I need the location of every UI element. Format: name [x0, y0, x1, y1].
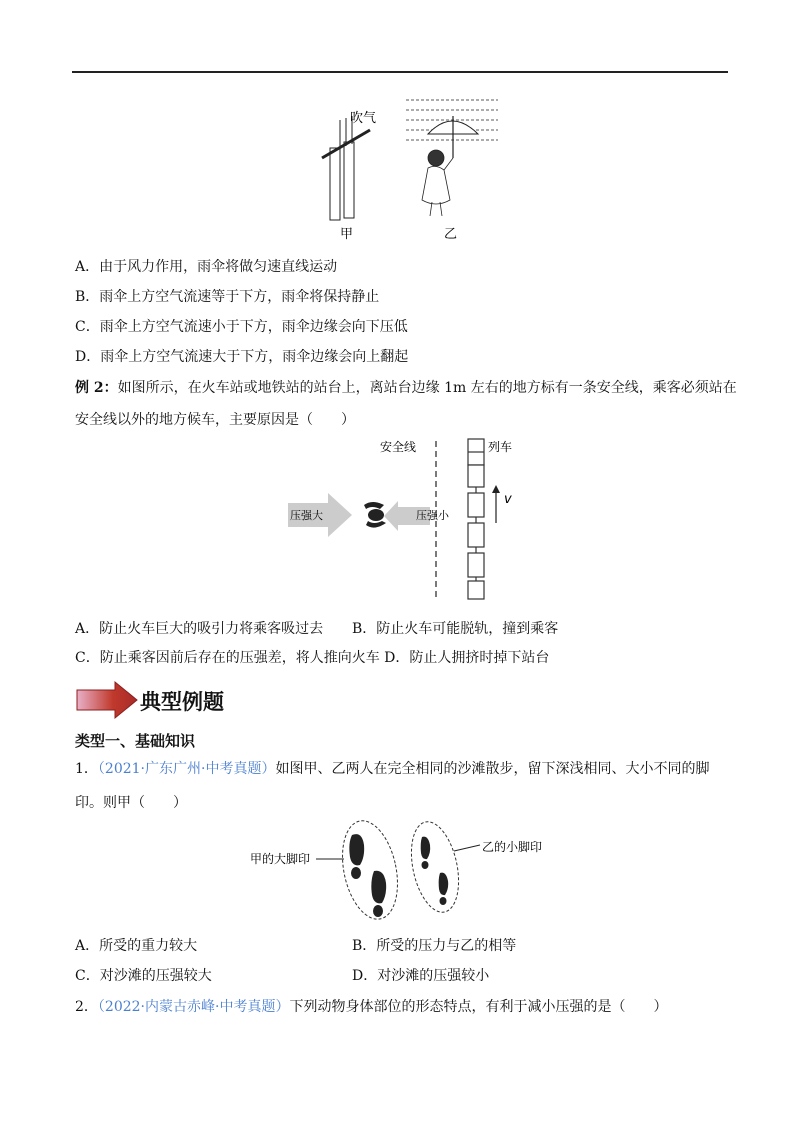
figure-footprints — [250, 815, 560, 923]
high-pressure-label: 压强大 — [290, 509, 323, 522]
umbrella-option-d: D．雨伞上方空气流速大于下方，雨伞边缘会向上翻起 — [75, 349, 409, 365]
q2-line — [75, 997, 667, 1017]
header-rule — [72, 71, 728, 73]
figure-safety-line — [280, 435, 540, 603]
passenger-figure — [364, 502, 386, 528]
figure-paper-umbrella — [310, 90, 510, 245]
footprint-yi-label: 乙的小脚印 — [482, 840, 543, 854]
footprint-jia-ring — [334, 816, 406, 923]
q2-text: 下列动物身体部位的形态特点，有利于减小压强的是（ ） — [289, 999, 668, 1015]
safety-line-label: 安全线 — [380, 440, 417, 454]
train-label: 列车 — [488, 440, 513, 454]
q1-text1: 如图甲、乙两人在完全相同的沙滩散步，留下深浅相同、大小不同的脚 — [275, 761, 710, 777]
train — [468, 439, 484, 599]
q2-number: 2． — [75, 999, 98, 1015]
example2-option-a: A．防止火车巨大的吸引力将乘客吸过去 — [75, 621, 324, 637]
type-heading: 类型一、基础知识 — [75, 732, 196, 750]
example2-line1 — [75, 378, 737, 398]
umbrella-option-b: B．雨伞上方空气流速等于下方，雨伞将保持静止 — [75, 289, 380, 305]
q1-option-b: B．所受的压力与乙的相等 — [352, 938, 517, 954]
umbrella-girl-diagram — [406, 100, 498, 216]
q2-source: （2022·内蒙古赤峰·中考真题） — [97, 999, 290, 1015]
velocity-label: v — [504, 492, 512, 507]
q1-line2: 印。则甲（ ） — [75, 795, 187, 811]
q1-line1 — [75, 759, 709, 779]
example2-option-b: B．防止火车可能脱轨，撞到乘客 — [352, 621, 559, 637]
footprint-jia-icon — [349, 834, 386, 917]
umbrella-option-c: C．雨伞上方空气流速小于下方，雨伞边缘会向下压低 — [75, 319, 408, 335]
footprint-jia-label: 甲的大脚印 — [250, 852, 311, 866]
example2-option-cd: C．防止乘客因前后存在的压强差，将人推向火车 D．防止人拥挤时掉下站台 — [75, 650, 550, 666]
q1-option-d: D．对沙滩的压强较小 — [352, 968, 490, 984]
section-banner-title: 典型例题 — [140, 690, 224, 714]
blow-label: 吹气 — [350, 111, 377, 126]
footprint-yi-ring — [404, 817, 466, 916]
low-pressure-label: 压强小 — [416, 509, 449, 522]
q1-source: （2021·广东广州·中考真题） — [97, 761, 276, 777]
q1-option-c: C．对沙滩的压强较大 — [75, 968, 212, 984]
umbrella-option-a: A．由于风力作用，雨伞将做匀速直线运动 — [75, 259, 338, 275]
figure-yi-label: 乙 — [444, 227, 458, 242]
example2-text1: 如图所示，在火车站或地铁站的站台上，离站台边缘 1m 左右的地方标有一条安全线，乘客必须站在 — [117, 380, 737, 396]
example2-label: 例 2： — [75, 380, 118, 396]
q1-number: 1． — [75, 761, 98, 777]
example2-line2: 安全线以外的地方候车，主要原因是（ ） — [75, 412, 355, 428]
velocity-arrow — [492, 485, 500, 523]
q1-option-a: A．所受的重力较大 — [75, 938, 198, 954]
footprint-yi-icon — [421, 837, 449, 905]
figure-jia-label: 甲 — [340, 227, 354, 242]
paper-strips-diagram — [322, 116, 370, 220]
